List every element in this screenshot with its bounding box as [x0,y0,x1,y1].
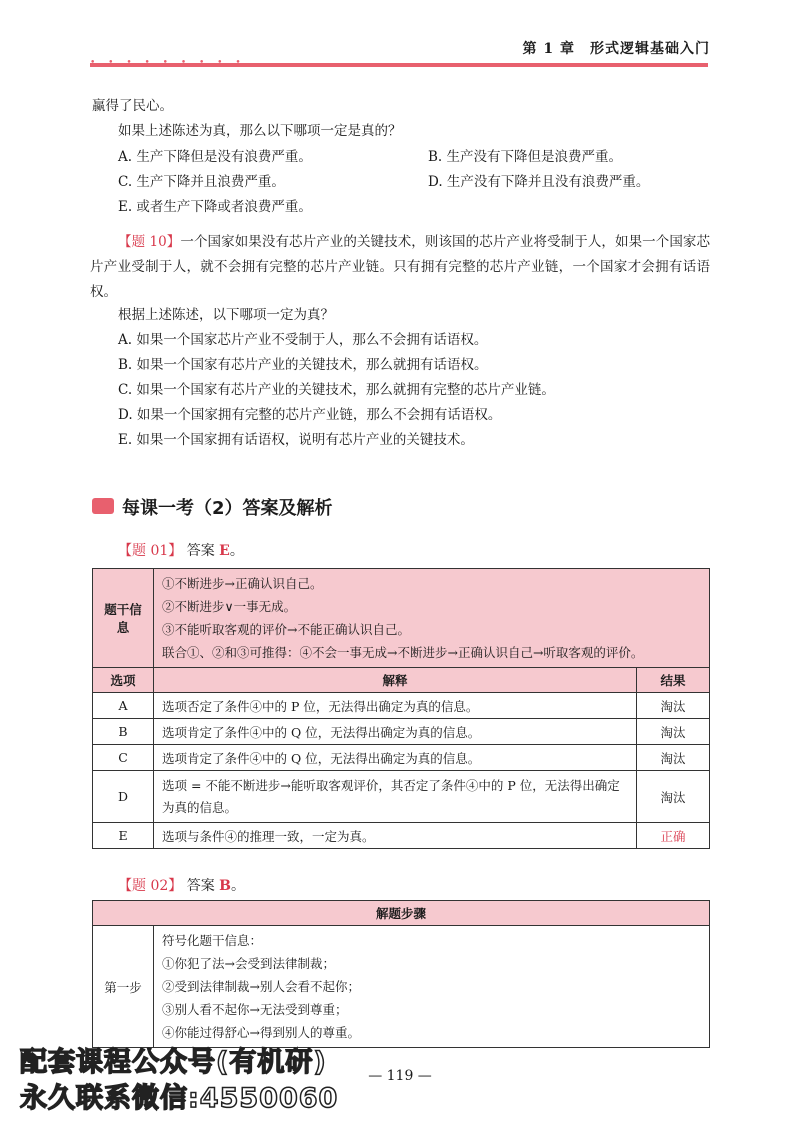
q10-option-e: E. 如果一个国家拥有话语权，说明有芯片产业的关键技术。 [118,432,474,448]
table-row [93,693,710,719]
info-line: 联合①、②和③可推得：④不会一事无成→不断进步→正确认识自己→听取客观的评价。 [162,645,644,660]
q10-option-a: A. 如果一个国家芯片产业不受制于人，那么不会拥有话语权。 [118,332,488,348]
section-title-text: 每课一考（2）答案及解析 [122,498,333,519]
answer-01: 【题 01】 答案 E。 [118,543,244,559]
explanation-cell: 选项肯定了条件④中的 Q 位，无法得出确定为真的信息。 [154,745,637,771]
step-label: 第一步 [93,926,154,1048]
watermark-line: 配套课程公众号(有机研) [20,1047,327,1078]
stem-info-label: 题干信息 [93,569,154,668]
result-cell: 淘汰 [637,771,710,823]
step-line: ②受到法律制裁→别人会看不起你； [162,979,360,994]
col-header-option: 选项 [93,668,154,693]
watermark-line: 永久联系微信:4550060 [20,1083,339,1114]
table-row [93,926,710,1048]
option-cell: D [93,771,154,823]
table-row [93,823,710,849]
header-rule [90,63,708,67]
step-cell [154,926,710,1048]
q9-tail: 赢得了民心。 [92,98,173,114]
q9-option-b: B. 生产没有下降但是浪费严重。 [428,149,623,165]
option-cell: B [93,719,154,745]
result-cell: 正确 [637,823,710,849]
key-icon [92,498,114,514]
step-line: 符号化题干信息： [162,933,263,948]
step-line: ③别人看不起你→无法受到尊重； [162,1002,348,1017]
table-row [93,719,710,745]
explanation-cell: 选项与条件④的推理一致，一定为真。 [154,823,637,849]
option-cell: E [93,823,154,849]
result-cell: 淘汰 [637,693,710,719]
a01-tag: 【题 01】 [118,543,183,559]
steps-header: 解题步骤 [93,901,710,926]
answer-02-table [92,900,710,1048]
col-header-result: 结果 [637,668,710,693]
q10-option-b: B. 如果一个国家有芯片产业的关键技术，那么就拥有话语权。 [118,357,488,373]
q9-option-d: D. 生产没有下降并且没有浪费严重。 [428,174,650,190]
section-title [92,492,342,522]
step-line: ④你能过得舒心→得到别人的尊重。 [162,1025,360,1040]
result-cell: 淘汰 [637,745,710,771]
chapter-header: 第 1 章 形式逻辑基础入门 [522,41,710,57]
q10-text: 一个国家如果没有芯片产业的关键技术，则该国的芯片产业将受制于人，如果一个国家芯片产业受制于人，就不会拥有完整的芯片产业链。只有拥有完整的芯片产业链，一个国家才会拥有话语权。 [90,234,710,300]
option-cell: A [93,693,154,719]
table-row [93,569,710,668]
explanation-cell: 选项肯定了条件④中的 Q 位，无法得出确定为真的信息。 [154,719,637,745]
a01-answer: E [219,543,230,559]
option-cell: C [93,745,154,771]
q10-paragraph [90,230,710,305]
table-header-row [93,668,710,693]
q10-stem: 根据上述陈述，以下哪项一定为真？ [118,307,334,323]
stem-info-cell [154,569,710,668]
info-line: ②不断进步∨一事无成。 [162,599,297,614]
answer-02: 【题 02】 答案 B。 [118,878,246,894]
answer-01-table [92,568,710,849]
a02-tag: 【题 02】 [118,878,183,894]
q9-option-a: A. 生产下降但是没有浪费严重。 [118,149,312,165]
col-header-explanation: 解释 [154,668,637,693]
table-header-row [93,901,710,926]
page-number: — 119 — [368,1068,432,1084]
info-line: ③不能听取客观的评价→不能正确认识自己。 [162,622,410,637]
a02-answer: B [219,878,232,894]
info-line: ①不断进步→正确认识自己。 [162,576,323,591]
step-line: ①你犯了法→会受到法律制裁； [162,956,335,971]
explanation-cell: 选项否定了条件④中的 P 位，无法得出确定为真的信息。 [154,693,637,719]
result-cell: 淘汰 [637,719,710,745]
q9-option-e: E. 或者生产下降或者浪费严重。 [118,199,312,215]
explanation-cell: 选项 = 不能不断进步→能听取客观评价，其否定了条件④中的 P 位，无法得出确定为真的信息。 [154,771,637,823]
q10-tag: 【题 10】 [118,234,181,250]
table-row [93,745,710,771]
a01-prefix: 答案 [186,543,215,559]
a02-prefix: 答案 [186,878,215,894]
q9-option-c: C. 生产下降并且浪费严重。 [118,174,285,190]
q9-stem: 如果上述陈述为真，那么以下哪项一定是真的？ [118,123,402,139]
q10-option-c: C. 如果一个国家有芯片产业的关键技术，那么就拥有完整的芯片产业链。 [118,382,555,398]
table-row [93,771,710,823]
q10-option-d: D. 如果一个国家拥有完整的芯片产业链，那么不会拥有话语权。 [118,407,502,423]
